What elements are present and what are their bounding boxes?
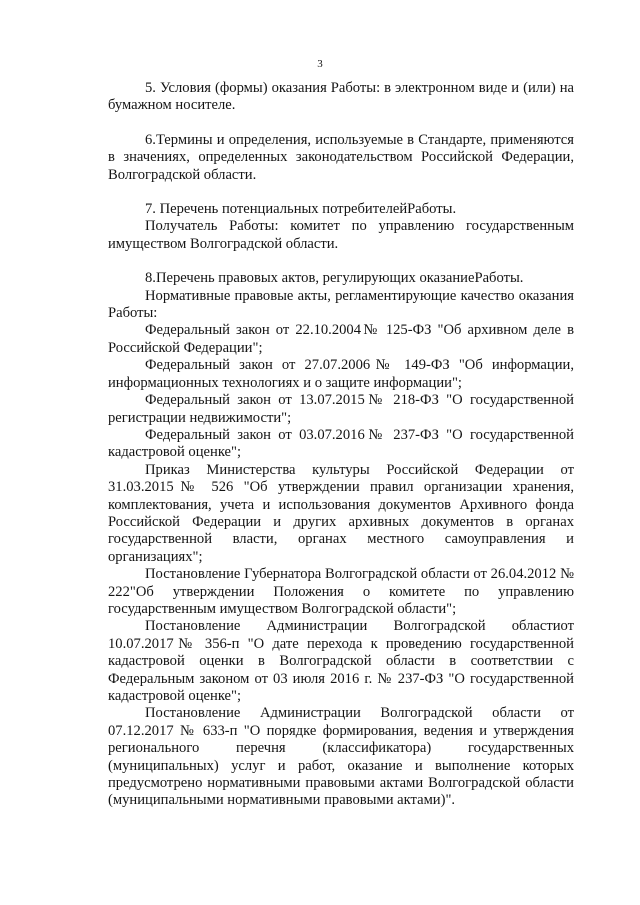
paragraph-recipient: Получатель Работы: комитет по управлению государственным имуществом Волгоградской области. [108,218,574,252]
paragraph-legal-acts-intro: Нормативные правовые акты, регламентирующие качество оказания Работы: [108,287,574,322]
section-heading-legal-acts: 8.Перечень правовых актов, регулирующих оказаниеРаботы. [145,270,524,287]
document-body [108,80,574,810]
legal-act-item: Постановление Администрации Волгоградской области от 07.12.2017 № 633-п "О порядке формирования, ведения и утверждения регионального перечня (классификатора) государственных (муниципальных) услуг и работ, оказание и выполнение которых предусмотрено нормативными правовыми актами Волгоградской области (муниципальными нормативными правовыми актами)". [108,705,574,809]
paragraph-work-forms: 5. Условия (формы) оказания Работы: в электронном виде и (или) на бумажном носителе. [108,80,574,114]
paragraph-terms: 6.Термины и определения, используемые в Стандарте, применяются в значениях, определенных законодательством Российской Федерации, Волгоградской области. [108,131,574,183]
legal-act-item: Федеральный закон от 27.07.2006№ 149-ФЗ "Об информации, информационных технологиях и о защите информации"; [108,357,574,391]
page-number: 3 [317,58,323,70]
legal-act-item: Постановление Администрации Волгоградской областиот 10.07.2017№ 356-п "О дате перехода к проведению государственной кадастровой оценки в Волгоградской области в соответствии с Федеральным законом от 03 июля 2016 г. № 237-ФЗ "О государственной кадастровой оценке"; [108,618,574,704]
legal-act-item: Федеральный закон от 13.07.2015№ 218-ФЗ "О государственной регистрации недвижимости"; [108,392,574,426]
legal-act-item: Федеральный закон от 03.07.2016№ 237-ФЗ "О государственной кадастровой оценке"; [108,426,574,461]
legal-act-item: Федеральный закон от 22.10.2004№ 125-ФЗ "Об архивном деле в Российской Федерации"; [108,322,574,356]
legal-act-item: Постановление Губернатора Волгоградской области от 26.04.2012 № 222"Об утверждении Положения о комитете по управлению государственным имуществом Волгоградской области"; [108,566,574,617]
section-heading-consumers: 7. Перечень потенциальных потребителейРаботы. [145,201,457,218]
legal-act-item: Приказ Министерства культуры Российской Федерации от 31.03.2015№ 526 "Об утверждении правил организации хранения, комплектования, учета и использования документов Архивного фонда Российской Федерации и других архивных документов в органах государственной власти, органах местного самоуправления и организациях"; [108,461,574,565]
